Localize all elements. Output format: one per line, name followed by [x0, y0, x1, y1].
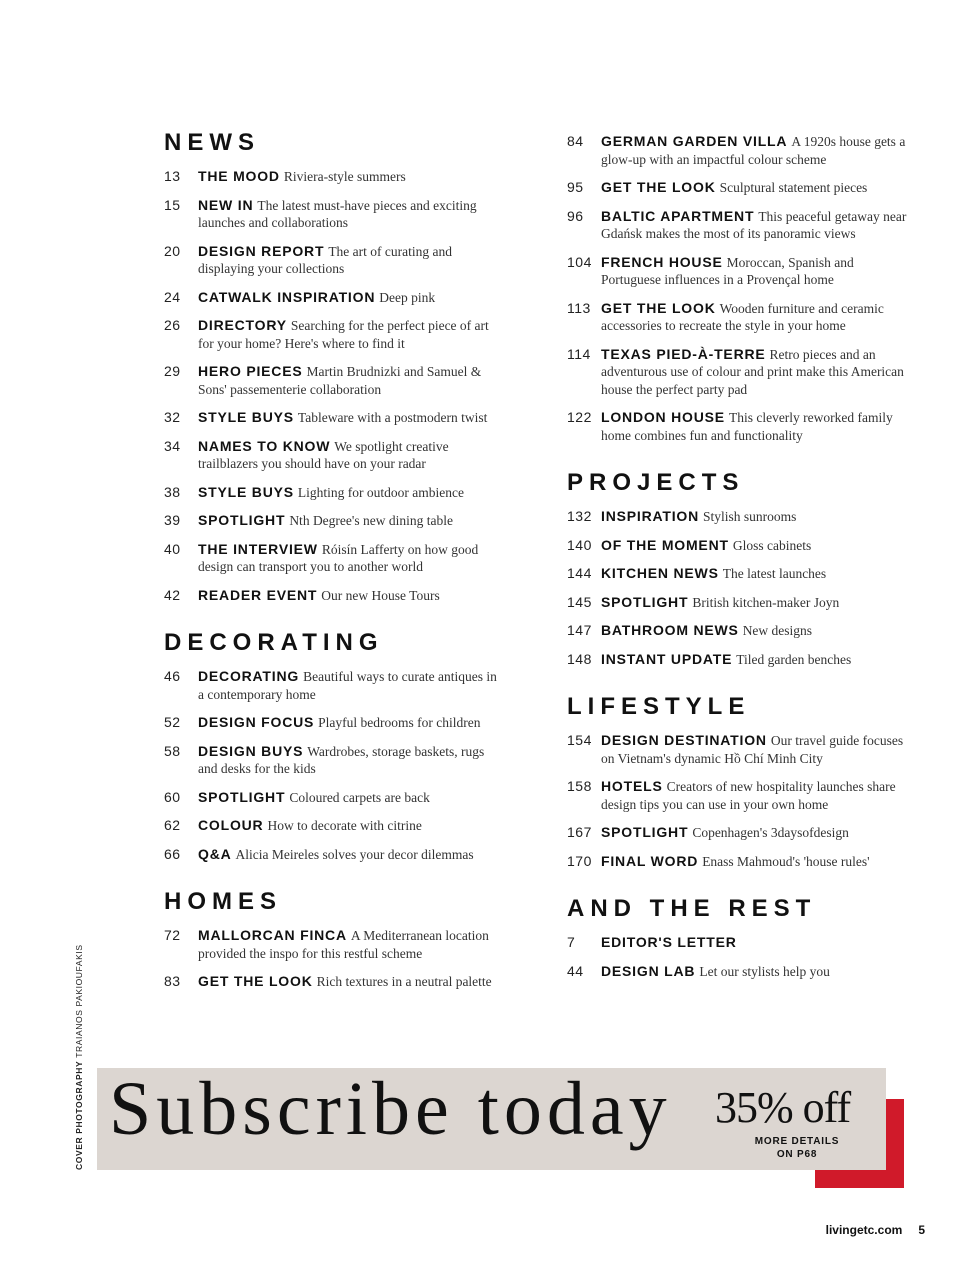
- entry-page-number: 46: [164, 668, 181, 684]
- entry-heading: STYLE BUYS: [198, 483, 294, 500]
- entry-heading: INSTANT UPDATE: [601, 650, 733, 667]
- entry-heading: SPOTLIGHT: [198, 788, 286, 805]
- entry-page-number: 154: [567, 732, 592, 748]
- entry-heading: DIRECTORY: [198, 317, 287, 333]
- contents-right-column: [567, 133, 907, 1004]
- entry-body: [198, 668, 504, 703]
- section-title-lifestyle: LIFESTYLE: [567, 693, 751, 720]
- contents-entry: [164, 317, 504, 352]
- entry-page-number: 58: [164, 742, 181, 759]
- entry-page-number: 52: [164, 714, 181, 730]
- entry-description: Martin Brudnizki and Samuel & Sons' passementerie collaboration: [198, 364, 482, 397]
- entry-description: Our new House Tours: [321, 587, 440, 603]
- entry-body: [601, 208, 907, 243]
- section-title-news: NEWS: [164, 129, 260, 156]
- entry-page-number: 39: [164, 512, 181, 528]
- entry-page-number: 29: [164, 363, 181, 379]
- entry-body: [601, 853, 907, 871]
- entry-body: [601, 651, 907, 669]
- entry-body: [601, 133, 907, 168]
- subscribe-banner[interactable]: [97, 1068, 886, 1170]
- page-number: 5: [918, 1223, 925, 1237]
- entry-heading: GET THE LOOK: [198, 973, 313, 989]
- entry-description: Gloss cabinets: [732, 537, 812, 553]
- section-homes: [164, 887, 504, 991]
- contents-entry: [567, 732, 907, 767]
- section-homes-continued: [567, 133, 907, 444]
- entry-page-number: 15: [164, 196, 181, 213]
- entry-description: This peaceful getaway near Gdańsk makes the most of its panoramic views: [601, 208, 907, 241]
- entry-page-number: 145: [567, 593, 592, 610]
- entry-body: [601, 732, 907, 767]
- contents-entry: [567, 963, 907, 981]
- projects-entries: [567, 508, 907, 668]
- contents-entry: [164, 243, 504, 278]
- contents-entry: [164, 541, 504, 576]
- contents-entry: [164, 168, 504, 186]
- entry-page-number: 13: [164, 168, 181, 184]
- entry-heading: SPOTLIGHT: [601, 593, 689, 610]
- contents-entry: [567, 853, 907, 871]
- entry-heading: READER EVENT: [198, 586, 318, 603]
- entry-body: [198, 927, 504, 962]
- contents-entry: [567, 133, 907, 168]
- contents-entry: [164, 714, 504, 732]
- entry-page-number: 170: [567, 852, 592, 869]
- entry-heading: HERO PIECES: [198, 363, 303, 379]
- entry-body: [198, 512, 504, 530]
- entry-body: [601, 508, 907, 526]
- entry-page-number: 7: [567, 934, 576, 950]
- entry-description: Riviera-style summers: [283, 169, 406, 184]
- subscribe-details-line2: ON P68: [776, 1149, 818, 1160]
- entry-page-number: 20: [164, 242, 181, 259]
- entry-body: [601, 254, 907, 289]
- entry-heading: GET THE LOOK: [601, 179, 716, 195]
- entry-page-number: 34: [164, 437, 181, 454]
- entry-description: Creators of new hospitality launches share design tips you can use in your own home: [601, 779, 896, 812]
- entry-body: [198, 484, 504, 502]
- entry-description: A Mediterranean location provided the inspo for this restful scheme: [198, 928, 489, 961]
- entry-description: Rich textures in a neutral palette: [316, 974, 492, 989]
- entry-page-number: 66: [164, 845, 181, 862]
- entry-description: Searching for the perfect piece of art for your home? Here's where to find it: [198, 318, 489, 351]
- entry-body: [601, 346, 907, 399]
- contents-entry: [567, 622, 907, 640]
- entry-page-number: 113: [567, 299, 591, 316]
- entry-body: [601, 622, 907, 640]
- entry-heading: DESIGN BUYS: [198, 742, 304, 759]
- entry-description: Sculptural statement pieces: [719, 180, 868, 195]
- entry-page-number: 132: [567, 508, 592, 524]
- entry-heading: NEW IN: [198, 196, 254, 213]
- footer-site: livingetc.com: [825, 1223, 903, 1237]
- entry-body: [198, 817, 504, 835]
- entry-description: Nth Degree's new dining table: [289, 513, 453, 528]
- section-news: [164, 128, 504, 604]
- entry-description: Lighting for outdoor ambience: [297, 484, 464, 500]
- entry-heading: DECORATING: [198, 668, 300, 684]
- entry-description: Copenhagen's 3daysofdesign: [692, 825, 849, 840]
- entry-heading: KITCHEN NEWS: [601, 565, 719, 581]
- entry-heading: INSPIRATION: [601, 508, 699, 524]
- contents-entry: [567, 254, 907, 289]
- contents-entry: [164, 484, 504, 502]
- entry-heading: BALTIC APARTMENT: [601, 207, 755, 224]
- entry-page-number: 83: [164, 973, 181, 989]
- entry-page-number: 44: [567, 962, 584, 979]
- entry-body: [601, 409, 907, 444]
- entry-body: [198, 846, 504, 864]
- section-title-and-the-rest: AND THE REST: [567, 895, 817, 922]
- entry-body: [601, 300, 907, 335]
- entry-heading: GET THE LOOK: [601, 299, 716, 316]
- entry-body: [198, 243, 504, 278]
- entry-description: Coloured carpets are back: [289, 789, 430, 805]
- entry-heading: THE MOOD: [198, 168, 280, 184]
- subscribe-details: [737, 1135, 857, 1161]
- news-entries: [164, 168, 504, 604]
- entry-description: Róisín Lafferty on how good design can transport you to another world: [198, 541, 479, 574]
- entry-body: [601, 179, 907, 197]
- contents-entry: [567, 409, 907, 444]
- contents-entry: [164, 743, 504, 778]
- entry-heading: DESIGN LAB: [601, 962, 696, 979]
- entry-heading: STYLE BUYS: [198, 409, 294, 425]
- entry-body: [601, 594, 907, 612]
- contents-entry: [164, 973, 504, 991]
- entry-description: Wooden furniture and ceramic accessories to recreate the style in your home: [601, 300, 884, 333]
- section-title-decorating: DECORATING: [164, 629, 384, 656]
- entry-body: [601, 537, 907, 555]
- entry-body: [198, 789, 504, 807]
- entry-description: The art of curating and displaying your collections: [198, 243, 453, 276]
- entry-heading: NAMES TO KNOW: [198, 437, 331, 454]
- homes-entries: [164, 927, 504, 991]
- entry-heading: CATWALK INSPIRATION: [198, 288, 376, 305]
- entry-body: [601, 934, 907, 952]
- entry-body: [601, 565, 907, 583]
- entry-page-number: 38: [164, 483, 181, 500]
- entry-heading: HOTELS: [601, 778, 663, 794]
- entry-body: [198, 587, 504, 605]
- entry-heading: DESIGN FOCUS: [198, 714, 315, 730]
- contents-entry: [567, 778, 907, 813]
- entry-page-number: 158: [567, 778, 592, 794]
- and-the-rest-entries: [567, 934, 907, 980]
- subscribe-offer: 35% off: [715, 1083, 851, 1132]
- contents-entry: [164, 409, 504, 427]
- contents-entry: [567, 651, 907, 669]
- page-footer: [826, 1223, 925, 1237]
- entry-heading: DESIGN DESTINATION: [601, 732, 767, 748]
- entry-body: [198, 973, 504, 991]
- entry-page-number: 72: [164, 927, 181, 943]
- entry-description: Let our stylists help you: [699, 963, 830, 979]
- contents-entry: [567, 934, 907, 952]
- entry-heading: SPOTLIGHT: [601, 824, 689, 840]
- contents-entry: [567, 594, 907, 612]
- entry-page-number: 60: [164, 788, 181, 805]
- lifestyle-entries: [567, 732, 907, 870]
- contents-entry: [164, 927, 504, 962]
- entry-page-number: 26: [164, 317, 181, 333]
- entry-description: New designs: [742, 623, 813, 638]
- entry-page-number: 147: [567, 622, 592, 638]
- entry-body: [601, 824, 907, 842]
- entry-heading: COLOUR: [198, 817, 264, 833]
- entry-heading: FINAL WORD: [601, 852, 699, 869]
- contents-entry: [164, 197, 504, 232]
- entry-description: Playful bedrooms for children: [318, 715, 481, 730]
- entry-description: Stylish sunrooms: [703, 509, 797, 524]
- entry-heading: FRENCH HOUSE: [601, 253, 723, 270]
- entry-body: [198, 197, 504, 232]
- entry-description: Enass Mahmoud's 'house rules': [702, 853, 870, 869]
- contents-left-column: [164, 128, 504, 1015]
- entry-page-number: 140: [567, 536, 592, 553]
- entry-description: Retro pieces and an adventurous use of colour and print make this American house the perfect party pad: [601, 346, 904, 397]
- contents-entry: [567, 346, 907, 399]
- contents-entry: [567, 565, 907, 583]
- entry-body: [198, 541, 504, 576]
- contents-entry: [164, 289, 504, 307]
- subscribe-headline: Subscribe today: [109, 1068, 672, 1151]
- entry-heading: EDITOR'S LETTER: [601, 934, 737, 950]
- entry-description: British kitchen-maker Joyn: [692, 594, 840, 610]
- contents-entry: [567, 508, 907, 526]
- entry-heading: THE INTERVIEW: [198, 540, 318, 557]
- contents-entry: [164, 789, 504, 807]
- contents-entry: [567, 824, 907, 842]
- decorating-entries: [164, 668, 504, 863]
- entry-heading: MALLORCAN FINCA: [198, 927, 347, 943]
- entry-page-number: 96: [567, 207, 584, 224]
- entry-description: Beautiful ways to curate antiques in a contemporary home: [198, 669, 497, 702]
- entry-description: Deep pink: [379, 289, 436, 305]
- section-and-the-rest: [567, 894, 907, 980]
- entry-body: [198, 168, 504, 186]
- entry-page-number: 84: [567, 133, 584, 149]
- entry-heading: TEXAS PIED-À-TERRE: [601, 345, 766, 362]
- entry-description: Moroccan, Spanish and Portuguese influences in a Provençal home: [601, 254, 854, 287]
- subscribe-details-line1: MORE DETAILS: [754, 1136, 840, 1147]
- entry-body: [198, 289, 504, 307]
- entry-body: [198, 743, 504, 778]
- contents-entry: [567, 208, 907, 243]
- entry-description: Tiled garden benches: [736, 651, 852, 667]
- entry-description: We spotlight creative trailblazers you should have on your radar: [198, 438, 449, 471]
- entry-body: [198, 714, 504, 732]
- entry-heading: DESIGN REPORT: [198, 242, 325, 259]
- cover-photography-credit: [74, 944, 84, 1170]
- entry-body: [198, 409, 504, 427]
- entry-description: A 1920s house gets a glow-up with an impactful colour scheme: [601, 134, 906, 167]
- entry-description: Alicia Meireles solves your decor dilemmas: [235, 846, 474, 862]
- entry-description: The latest launches: [722, 566, 827, 581]
- section-decorating: [164, 628, 504, 863]
- entry-page-number: 104: [567, 253, 592, 270]
- credit-name: TRAIANOS PAKIOUFAKIS: [74, 944, 84, 1058]
- contents-entry: [567, 300, 907, 335]
- entry-description: The latest must-have pieces and exciting launches and collaborations: [198, 197, 477, 230]
- entry-heading: OF THE MOMENT: [601, 536, 729, 553]
- entry-body: [198, 317, 504, 352]
- section-title-projects: PROJECTS: [567, 469, 745, 496]
- section-projects: [567, 468, 907, 668]
- entry-body: [601, 778, 907, 813]
- contents-entry: [164, 512, 504, 530]
- entry-heading: Q&A: [198, 845, 232, 862]
- contents-entry: [567, 179, 907, 197]
- entry-body: [198, 363, 504, 398]
- entry-heading: GERMAN GARDEN VILLA: [601, 133, 788, 149]
- entry-heading: LONDON HOUSE: [601, 409, 725, 425]
- entry-heading: BATHROOM NEWS: [601, 622, 739, 638]
- entry-page-number: 40: [164, 540, 181, 557]
- contents-entry: [164, 817, 504, 835]
- credit-label: COVER PHOTOGRAPHY: [74, 1060, 84, 1170]
- entry-page-number: 122: [567, 409, 592, 425]
- homes-continued-entries: [567, 133, 907, 444]
- entry-page-number: 114: [567, 345, 591, 362]
- entry-description: Tableware with a postmodern twist: [297, 410, 488, 425]
- entry-page-number: 95: [567, 179, 584, 195]
- entry-page-number: 62: [164, 817, 181, 833]
- entry-page-number: 167: [567, 824, 592, 840]
- entry-description: Wardrobes, storage baskets, rugs and desks for the kids: [198, 743, 485, 776]
- contents-entry: [164, 363, 504, 398]
- contents-entry: [164, 846, 504, 864]
- entry-page-number: 144: [567, 565, 592, 581]
- section-lifestyle: [567, 692, 907, 870]
- entry-body: [198, 438, 504, 473]
- entry-page-number: 148: [567, 650, 592, 667]
- entry-page-number: 42: [164, 586, 181, 603]
- entry-description: Our travel guide focuses on Vietnam's dynamic Hồ Chí Minh City: [601, 733, 904, 766]
- entry-description: How to decorate with citrine: [267, 818, 422, 833]
- entry-description: This cleverly reworked family home combines fun and functionality: [601, 410, 893, 443]
- entry-heading: SPOTLIGHT: [198, 512, 286, 528]
- entry-page-number: 32: [164, 409, 181, 425]
- section-title-homes: HOMES: [164, 888, 283, 915]
- contents-entry: [164, 438, 504, 473]
- contents-entry: [164, 587, 504, 605]
- contents-entry: [164, 668, 504, 703]
- entry-body: [601, 963, 907, 981]
- entry-page-number: 24: [164, 288, 181, 305]
- contents-entry: [567, 537, 907, 555]
